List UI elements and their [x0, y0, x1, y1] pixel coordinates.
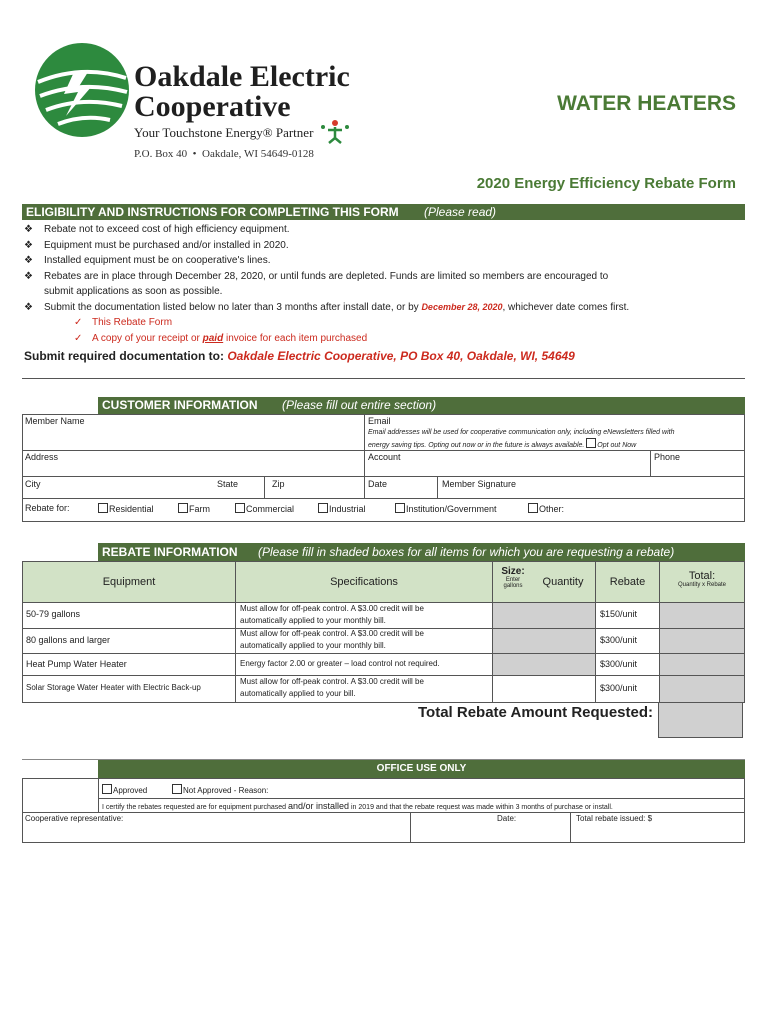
eligibility-bullet: ❖ Rebate not to exceed cost of high efficiency equipment. — [24, 222, 744, 238]
address: P.O. Box 40 • Oakdale, WI 54649-0128 — [134, 148, 314, 160]
logo-globe-icon — [34, 42, 130, 138]
checkbox[interactable] — [102, 784, 112, 794]
city-field[interactable]: City — [25, 479, 41, 489]
account-field[interactable]: Account — [368, 452, 401, 462]
option-commercial[interactable]: Commercial — [235, 503, 294, 514]
customer-heading: CUSTOMER INFORMATION — [102, 398, 258, 412]
checkbox[interactable] — [235, 503, 245, 513]
option-other[interactable]: Other: — [528, 503, 564, 514]
checkbox[interactable] — [318, 503, 328, 513]
spec-cell: Must allow for off-peak control. A $3.00 credit will be automatically applied to your monthly bill. — [240, 604, 424, 625]
rebate-heading: REBATE INFORMATION — [102, 545, 238, 559]
option-residential[interactable]: Residential — [98, 503, 154, 514]
equipment-cell: 80 gallons and larger — [26, 635, 111, 645]
diamond-bullet-icon: ❖ — [24, 301, 33, 313]
phone-field[interactable]: Phone — [654, 452, 681, 462]
spec-cell: Must allow for off-peak control. A $3.00 credit will be automatically applied to your monthly bill. — [240, 629, 424, 650]
eligibility-list — [24, 222, 744, 346]
checkbox[interactable] — [528, 503, 538, 513]
logo — [34, 42, 130, 138]
eligibility-heading: ELIGIBILITY AND INSTRUCTIONS FOR COMPLETING THIS FORM — [26, 205, 399, 219]
customer-heading-note: (Please fill out entire section) — [282, 398, 437, 412]
checkbox[interactable] — [178, 503, 188, 513]
checkbox[interactable] — [172, 784, 182, 794]
zip-field[interactable]: Zip — [272, 479, 285, 489]
eligibility-bullet-cont: submit applications as soon as possible. — [44, 286, 223, 297]
option-institution[interactable]: Institution/Government — [395, 503, 497, 514]
equipment-cell: Solar Storage Water Heater with Electric Back-up — [26, 683, 201, 692]
rebate-table — [22, 561, 745, 703]
spec-cell: Must allow for off-peak control. A $3.00 credit will be automatically applied to your bill. — [240, 677, 424, 698]
touchstone-icon — [318, 118, 352, 144]
form-title: 2020 Energy Efficiency Rebate Form — [476, 175, 736, 192]
col-specifications-header: Specifications — [330, 576, 398, 588]
check-item: ✓ This Rebate Form — [24, 315, 744, 331]
col-quantity-header: Quantity — [542, 576, 584, 588]
date-field[interactable]: Date — [368, 479, 388, 489]
option-industrial[interactable]: Industrial — [318, 503, 366, 514]
email-note: Email addresses will be used for cooperative communication only, including eNewsletters filled with energy saving tips. Opting out now or in the future is always available. Opt out Now — [368, 429, 675, 449]
opt-out-label: Opt out Now — [597, 442, 637, 449]
checkmark-icon: ✓ — [74, 317, 83, 328]
org-name-line1: Oakdale Electric — [134, 60, 350, 93]
eligibility-bullet: ❖ Rebates are in place through December 28, 2020, or until funds are depleted. Funds are limited so members are encouraged to — [24, 269, 744, 285]
certify-statement: I certify the rebates requested are for equipment purchased and/or installed in 2019 and that the rebate request was made within 3 months of purchase or install. — [102, 801, 613, 811]
total-rebate-label: Total Rebate Amount Requested: — [417, 704, 653, 721]
total-issued-field[interactable]: Total rebate issued: $ — [576, 814, 653, 823]
diamond-bullet-icon: ❖ — [24, 224, 33, 235]
office-date-field[interactable]: Date: — [497, 814, 517, 823]
eligibility-heading-bar — [22, 204, 745, 220]
member-name-field[interactable]: Member Name — [25, 416, 85, 426]
rebate-cell: $300/unit — [600, 683, 638, 693]
office-heading-bar — [98, 760, 745, 778]
eligibility-bullet: ❖ Equipment must be purchased and/or installed in 2020. — [24, 238, 744, 254]
checkmark-icon: ✓ — [74, 332, 83, 344]
tagline: Your Touchstone Energy® Partner — [134, 125, 314, 140]
deadline-date: December 28, 2020 — [421, 301, 503, 312]
spec-cell: Energy factor 2.00 or greater – load control not required. — [240, 659, 440, 668]
approved-option[interactable]: Approved — [102, 784, 147, 795]
submit-address: Oakdale Electric Cooperative, PO Box 40, Oakdale, WI, 54649 — [227, 349, 575, 363]
rebate-heading-note: (Please fill in shaded boxes for all items for which you are requesting a rebate) — [258, 545, 675, 559]
rebate-cell: $300/unit — [600, 635, 638, 645]
eligibility-bullet: ❖ Installed equipment must be on cooperative's lines. — [24, 253, 744, 269]
col-equipment-header: Equipment — [102, 576, 156, 588]
col-rebate-header: Rebate — [609, 576, 646, 588]
total-rebate-input[interactable] — [658, 702, 743, 738]
col-total-header: Total: Quantity x Rebate — [677, 570, 727, 588]
office-heading: OFFICE USE ONLY — [376, 763, 467, 774]
org-name-line2: Cooperative — [134, 90, 291, 123]
eligibility-heading-note: (Please read) — [424, 205, 497, 219]
diamond-bullet-icon: ❖ — [24, 239, 33, 251]
eligibility-bullet: ❖ Submit the documentation listed below no later than 3 months after install date, or by December 28, 2020, whichever date comes first. — [24, 300, 744, 316]
submit-line: Submit required documentation to: Oakdale Electric Cooperative, PO Box 40, Oakdale, WI, 54649 — [24, 349, 575, 363]
diamond-bullet-icon: ❖ — [24, 255, 33, 266]
checkbox[interactable] — [395, 503, 405, 513]
page-title: WATER HEATERS — [557, 92, 736, 115]
option-farm[interactable]: Farm — [178, 503, 210, 514]
member-signature-field[interactable]: Member Signature — [442, 479, 517, 489]
equipment-cell: 50-79 gallons — [26, 609, 81, 619]
quantity-input[interactable] — [493, 603, 595, 675]
col-size-header: Size: Enter gallons — [501, 566, 525, 589]
not-approved-option[interactable]: Not Approved - Reason: — [172, 784, 268, 795]
rebate-heading-bar — [98, 543, 745, 561]
equipment-cell: Heat Pump Water Heater — [26, 659, 127, 669]
rebate-cell: $150/unit — [600, 609, 638, 619]
email-field[interactable]: Email — [368, 416, 391, 426]
opt-out-checkbox[interactable] — [586, 438, 596, 448]
address-field[interactable]: Address — [25, 452, 59, 462]
coop-rep-field[interactable]: Cooperative representative: — [25, 814, 124, 823]
customer-heading-bar — [98, 397, 745, 414]
check-item: ✓ A copy of your receipt or paid invoice for each item purchased — [24, 331, 744, 347]
checkbox[interactable] — [98, 503, 108, 513]
rebate-cell: $300/unit — [600, 659, 638, 669]
state-field[interactable]: State — [217, 479, 239, 489]
rebate-for-label: Rebate for: — [25, 503, 70, 513]
diamond-bullet-icon: ❖ — [24, 270, 33, 282]
